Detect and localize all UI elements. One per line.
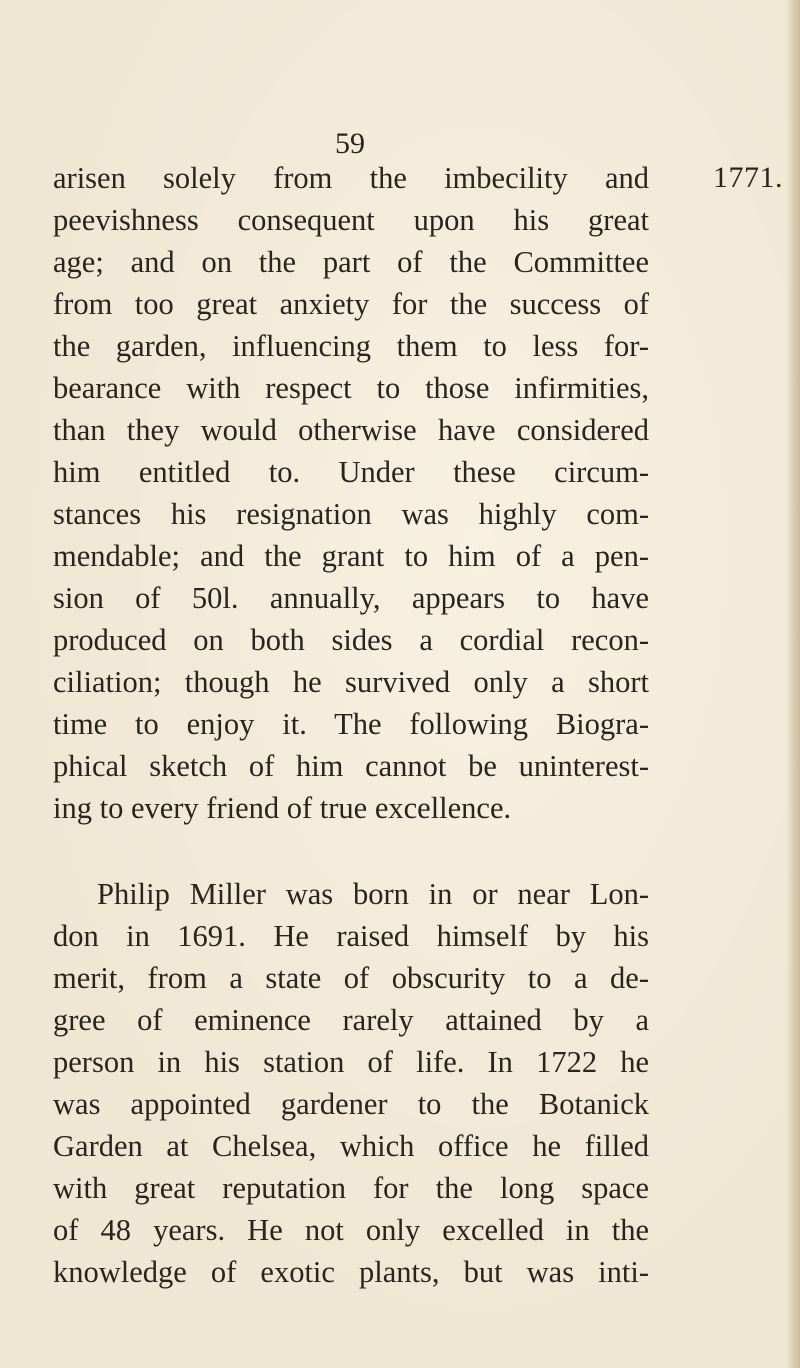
text-line: age; and on the part of the Committee [53, 245, 649, 279]
text-line: ing to every friend of true excellence. [53, 791, 512, 825]
text-line: him entitled to. Under these circum- [53, 455, 649, 489]
text-line: Philip Miller was born in or near Lon- [97, 877, 649, 911]
text-line: arisen solely from the imbecility and [53, 161, 649, 195]
text-line: peevishness consequent upon his great [53, 203, 649, 237]
text-line: gree of eminence rarely attained by a [53, 1003, 649, 1037]
text-line: merit, from a state of obscurity to a de- [53, 961, 649, 995]
text-line: phical sketch of him cannot be uninterest- [53, 749, 649, 783]
text-line: than they would otherwise have considered [53, 413, 649, 447]
text-line: mendable; and the grant to him of a pen- [53, 539, 649, 573]
text-line: the garden, influencing them to less for- [53, 329, 649, 363]
text-line: knowledge of exotic plants, but was inti- [53, 1255, 649, 1289]
text-line: was appointed gardener to the Botanick [53, 1087, 649, 1121]
text-line: time to enjoy it. The following Biogra- [53, 707, 649, 741]
text-line: ciliation; though he survived only a short [53, 665, 649, 699]
page-number: 59 [335, 127, 365, 160]
text-line: person in his station of life. In 1722 he [53, 1045, 649, 1079]
text-line: with great reputation for the long space [53, 1171, 649, 1205]
margin-year-note: 1771. [713, 161, 783, 194]
text-line: bearance with respect to those infirmities, [53, 371, 649, 405]
text-line: Garden at Chelsea, which office he filled [53, 1129, 649, 1163]
text-line: of 48 years. He not only excelled in the [53, 1213, 649, 1247]
text-line: from too great anxiety for the success of [53, 287, 649, 321]
page-edge [786, 0, 800, 1368]
text-line: produced on both sides a cordial recon- [53, 623, 649, 657]
text-line: sion of 50l. annually, appears to have [53, 581, 649, 615]
text-line: don in 1691. He raised himself by his [53, 919, 649, 953]
text-line: stances his resignation was highly com- [53, 497, 649, 531]
